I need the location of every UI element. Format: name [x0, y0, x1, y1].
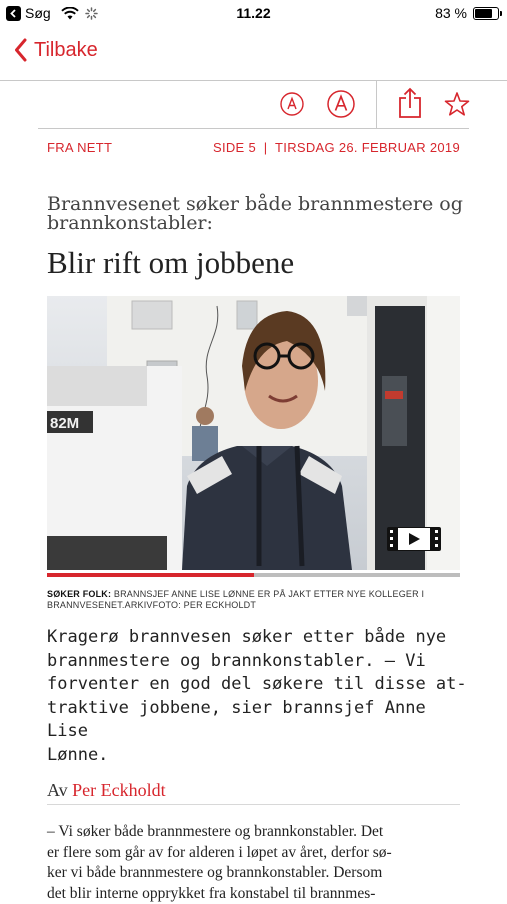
- share-button[interactable]: [396, 86, 424, 120]
- back-to-app-label[interactable]: Søg: [25, 5, 51, 21]
- caption-text: BRANNSJEF ANNE LISE LØNNE ER PÅ JAKT ETTER NYE KOLLEGER I BRANNVESENET.ARKIVFOTO: PER ECKHOLDT: [47, 589, 425, 610]
- video-play-icon: [386, 525, 442, 553]
- section-label: FRA NETT: [47, 140, 113, 155]
- star-icon: [444, 91, 470, 117]
- article-lead: Kragerø brannvesen søker etter både nye brannmestere og brannkonstabler. – Vi forventer en god del søkere til disse at- traktive jobbene, sier brannsjef Anne Lise Lønne.: [47, 627, 467, 765]
- video-play-button[interactable]: [386, 525, 442, 553]
- favorite-button[interactable]: [443, 90, 471, 118]
- page-and-date: SIDE 5 | TIRSDAG 26. FEBRUAR 2019: [212, 140, 460, 155]
- battery-icon: [473, 7, 499, 20]
- font-size-increase-button[interactable]: [325, 88, 357, 120]
- font-size-decrease-icon: [279, 91, 305, 117]
- article-kicker: Brannvesenet søker både brannmestere og brannkonstabler:: [47, 193, 463, 234]
- article-toolbar: [0, 80, 507, 128]
- caption-label: SØKER FOLK:: [47, 589, 112, 599]
- article-photo[interactable]: [47, 296, 460, 570]
- gallery-progress-bar: [47, 573, 460, 577]
- gallery-progress-fill: [47, 573, 254, 577]
- battery-level-fill: [475, 9, 492, 18]
- byline-rule: [47, 804, 460, 805]
- article-headline: Blir rift om jobbene: [47, 245, 295, 280]
- font-size-decrease-button[interactable]: [278, 90, 306, 118]
- article-body: – Vi søker både brannmestere og brannkonstabler. Det er flere som går av for alderen i løpet av året, derfor sø- ker vi både brannmestere og brannkonstabler. Dersom det blir interne opprykket fra konstabel til brannmes-: [47, 823, 392, 902]
- chevron-left-icon: [14, 38, 28, 62]
- photo-caption: [47, 589, 467, 611]
- back-button[interactable]: [14, 38, 98, 62]
- author-link[interactable]: Per Eckholdt: [72, 780, 166, 800]
- header-rule: [38, 128, 469, 129]
- status-bar: [0, 0, 507, 28]
- battery-percent: 83 %: [435, 5, 467, 21]
- toolbar-divider: [376, 80, 377, 128]
- font-size-increase-icon: [326, 89, 356, 119]
- byline-prefix: Av: [47, 780, 68, 800]
- navigation-bar: [0, 28, 507, 81]
- byline: [47, 780, 166, 801]
- svg-text:82M: 82M: [50, 415, 80, 432]
- status-time: 11.22: [236, 5, 271, 21]
- back-button-label: Tilbake: [34, 38, 98, 61]
- status-bar-right: [435, 5, 499, 21]
- share-icon: [397, 87, 423, 119]
